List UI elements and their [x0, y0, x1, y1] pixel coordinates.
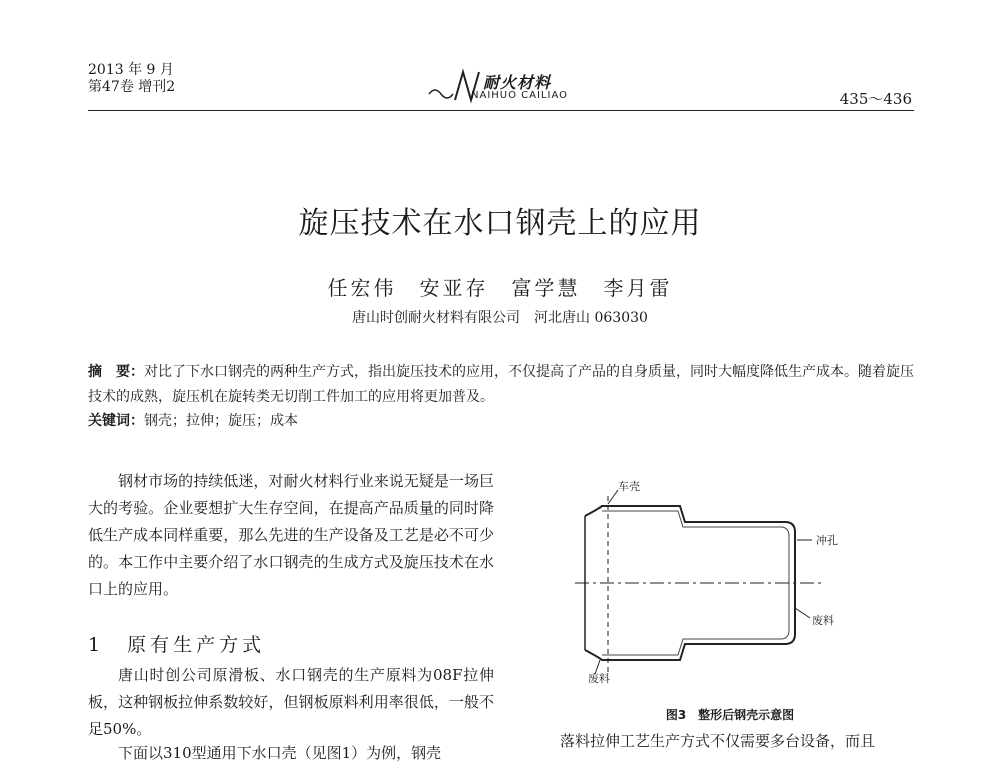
- authors: 任宏伟 安亚存 富学慧 李月雷: [327, 276, 673, 300]
- label-waste-right: 废料: [812, 614, 834, 627]
- affiliation: 唐山时创耐火材料有限公司 河北唐山 063030: [352, 310, 648, 326]
- label-waste-bottom: 废料: [588, 672, 610, 685]
- shell-outline-top: [585, 506, 795, 583]
- abstract: [88, 360, 914, 410]
- section-paragraph: 唐山时创公司原滑板、水口钢壳的生产原料为08F拉伸板，这种钢板拉伸系数较好，但钢板原料利用率很低，一般不足50%。: [88, 666, 494, 738]
- keywords-label: 关键词：: [88, 413, 144, 429]
- issue-info: [88, 62, 175, 96]
- label-top: 车壳: [618, 480, 640, 493]
- page-range: 435～436: [839, 90, 912, 108]
- header-rule: [88, 110, 914, 111]
- keywords: [88, 410, 298, 430]
- shell-diagram: [560, 478, 900, 693]
- date-line: 2013 年 9 月: [88, 62, 174, 78]
- cut-off-line: 下面以310型通用下水口壳（见图1）为例，钢壳: [118, 744, 442, 762]
- keywords-text: 钢壳；拉伸；旋压；成本: [144, 413, 298, 429]
- abstract-text: 对比了下水口钢壳的两种生产方式，指出旋压技术的应用，不仅提高了产品的自身质量，同时大幅度降低生产成本。随着旋压技术的成熟，旋压机在旋转类无切削工件加工的应用将更加普及。: [88, 364, 914, 405]
- section-heading: 1 原有生产方式: [88, 634, 266, 656]
- paper-title: 旋压技术在水口钢壳上的应用: [298, 206, 702, 241]
- figure-3: [560, 478, 900, 693]
- volume-line: 第47卷 增刊2: [88, 79, 176, 95]
- journal-name-en: NAIHUO CAILIAO: [471, 90, 568, 101]
- journal-logo: [425, 66, 595, 106]
- right-paragraph: 落料拉伸工艺生产方式不仅需要多台设备，而且: [560, 732, 876, 750]
- journal-name-cn: 耐火材料: [483, 73, 552, 92]
- abstract-label: 摘 要：: [88, 364, 144, 380]
- shell-outline-bottom: [585, 583, 795, 660]
- label-punch: 冲孔: [816, 534, 838, 547]
- figure-caption: 图3 整形后钢壳示意图: [665, 708, 795, 722]
- intro-paragraph: 钢材市场的持续低迷，对耐火材料行业来说无疑是一场巨大的考验。企业要想扩大生存空间，在提高产品质量的同时降低生产成本同样重要，那么先进的生产设备及工艺是必不可少的。本工作中主要介绍了水口钢壳的生成方式及旋压技术在水口上的应用。: [88, 472, 494, 598]
